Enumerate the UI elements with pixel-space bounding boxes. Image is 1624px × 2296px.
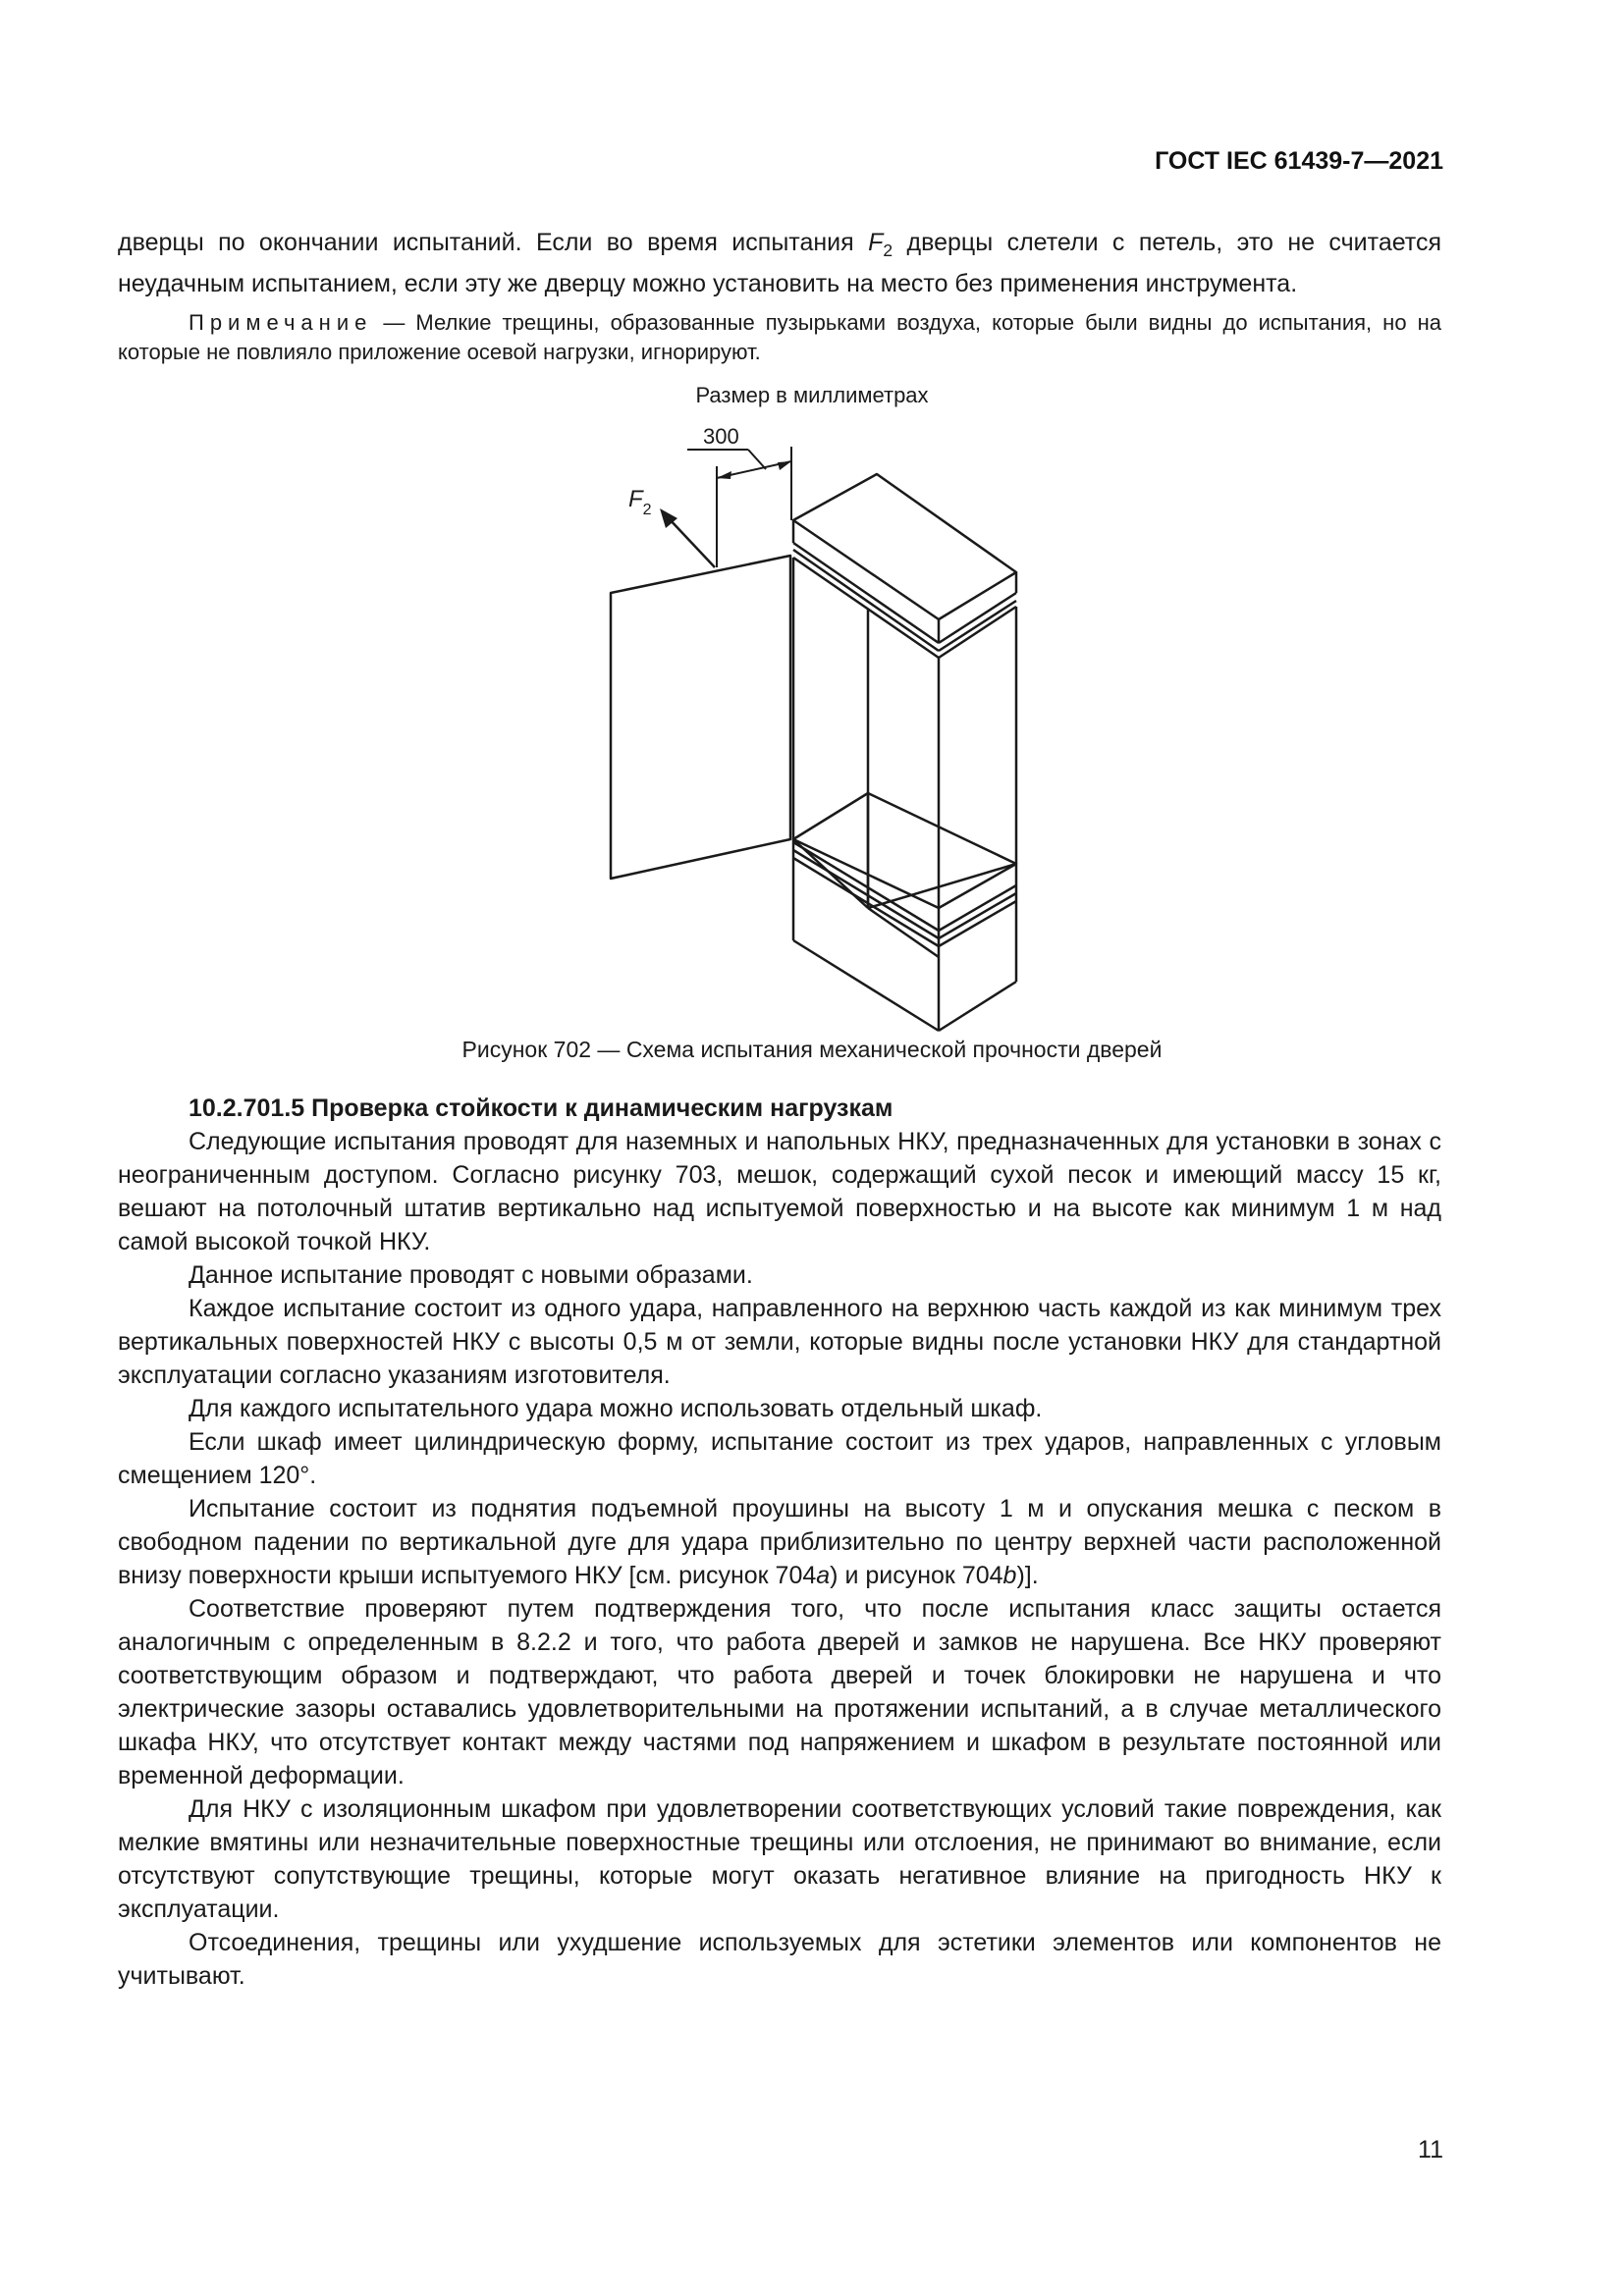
note-label: Примечание bbox=[189, 310, 373, 335]
intro-text-before: дверцы по окончании испытаний. Если во время испытания bbox=[118, 229, 869, 256]
note-text: — Мелкие трещины, образованные пузырьками воздуха, которые были видны до испытания, но на которые не повлияло приложение осевой нагрузки, игнорируют. bbox=[118, 310, 1441, 364]
door-strength-test-figure bbox=[0, 0, 1624, 1080]
dimension-label: 300 bbox=[703, 424, 739, 449]
page-number: 11 bbox=[1418, 2136, 1443, 2163]
paragraph-5: Если шкаф имеет цилиндрическую форму, испытание состоит из трех ударов, направленных с угловым смещением 120°. bbox=[118, 1428, 1441, 1489]
paragraph-8: Для НКУ с изоляционным шкафом при удовлетворении соответствующих условий такие повреждения, как мелкие вмятины или незначительные поверхностные трещины или отслоения, не принимают во внимание, если отсутствуют сопутствующие трещины, которые могут оказать негативное влияние на пригодность НКУ к эксплуатации. bbox=[118, 1795, 1441, 1923]
figure-caption: Рисунок 702 — Схема испытания механической прочности дверей bbox=[461, 1037, 1163, 1062]
intro-text-after: дверцы слетели с петель, это не считается неудачным испытанием, если эту же дверцу можно установить на место без применения инструмента. bbox=[118, 229, 1441, 298]
figure-dimensions-caption: Размер в миллиметрах bbox=[695, 383, 929, 407]
paragraph-1: Следующие испытания проводят для наземных и напольных НКУ, предназначенных для установки в зонах с неограниченным доступом. Согласно рисунку 703, мешок, содержащий сухой песок и имеющий массу 15 кг, вешают на потолочный штатив вертикально над испытуемой поверхностью и на высоте как минимум 1 м над самой высокой точкой НКУ. bbox=[118, 1128, 1441, 1255]
force-label: $F_2$ bbox=[628, 486, 652, 518]
paragraph-9: Отсоединения, трещины или ухудшение используемых для эстетики элементов или компонентов не учитывают. bbox=[118, 1929, 1441, 1990]
paragraph-7: Соответствие проверяют путем подтверждения того, что после испытания класс защиты остается аналогичным с определенным в 8.2.2 и того, что работа дверей и замков не нарушена. Все НКУ проверяют соответствующим образом и подтверждают, что работа дверей и точек блокировки не нарушена и что электрические зазоры оставались удовлетворительными на протяжении испытаний, а в случае металлического шкафа НКУ, что отсутствует контакт между частями под напряжением и шкафом в результате постоянной или временной деформации. bbox=[118, 1595, 1441, 1789]
paragraph-6: Испытание состоит из поднятия подъемной проушины на высоту 1 м и опускания мешка с песком в свободном падении по вертикальной дуге для удара приблизительно по центру верхней части расположенной внизу поверхности крыши испытуемого НКУ [см. рисунок 704a) и рисунок 704b)]. bbox=[118, 1495, 1441, 1589]
force-symbol: F bbox=[868, 229, 884, 256]
cabinet-top-box bbox=[793, 474, 1016, 619]
paragraph-3: Каждое испытание состоит из одного удара, направленного на верхнюю часть каждой из как минимум трех вертикальных поверхностей НКУ с высоты 0,5 м от земли, которые видны после установки НКУ для стандартной эксплуатации согласно указаниям изготовителя. bbox=[118, 1295, 1441, 1389]
section-title: 10.2.701.5 Проверка стойкости к динамическим нагрузкам bbox=[189, 1095, 893, 1122]
document-header: ГОСТ IEC 61439-7—2021 bbox=[1155, 147, 1443, 175]
paragraph-4: Для каждого испытательного удара можно использовать отдельный шкаф. bbox=[189, 1395, 1043, 1422]
open-door-panel bbox=[611, 556, 790, 879]
section-body bbox=[118, 1092, 1441, 1993]
force-arrow bbox=[668, 517, 715, 567]
force-subscript: 2 bbox=[883, 240, 893, 261]
paragraph-2: Данное испытание проводят с новыми образами. bbox=[189, 1261, 753, 1289]
